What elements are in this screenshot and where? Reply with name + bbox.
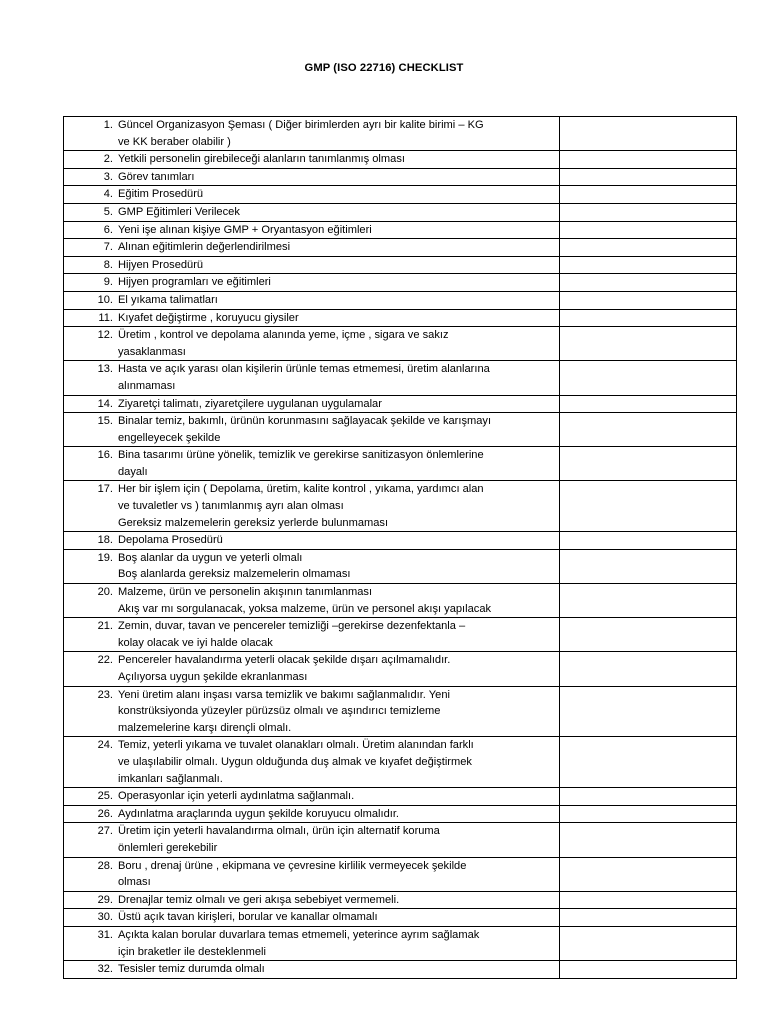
check-cell[interactable]: [560, 652, 737, 686]
checklist-item: [64, 961, 559, 978]
checklist-item: [64, 823, 559, 856]
check-cell[interactable]: [560, 805, 737, 823]
checklist-row: [64, 584, 737, 618]
checklist-item-cell: [64, 805, 560, 823]
check-cell[interactable]: [560, 168, 737, 186]
item-number: 31.: [97, 928, 113, 941]
item-number: 1.: [103, 119, 113, 131]
checklist-row: [64, 186, 737, 204]
checklist-item-cell: [64, 909, 560, 927]
checklist-row: [64, 481, 737, 532]
check-cell[interactable]: [560, 481, 737, 532]
item-number: 4.: [103, 188, 113, 201]
checklist-item-cell: [64, 823, 560, 857]
check-cell[interactable]: [560, 532, 737, 550]
item-text: Binalar temiz, bakımlı, ürünün korunmasını sağlayacak şekilde ve karışmayı engelleyecek şekilde: [118, 415, 492, 444]
item-text: Pencereler havalandırma yeterli olacak şekilde dışarı açılmamalıdır. Açılıyorsa uygun şekilde ekranlanması: [118, 654, 451, 683]
item-text: Üretim , kontrol ve depolama alanında yeme, içme , sigara ve sakız yasaklanması: [118, 329, 449, 358]
check-cell[interactable]: [560, 291, 737, 309]
checklist-row: [64, 447, 737, 481]
checklist-item-cell: [64, 117, 560, 151]
checklist-item-cell: [64, 788, 560, 806]
check-cell[interactable]: [560, 549, 737, 583]
checklist-row: [64, 857, 737, 891]
checklist-row: [64, 221, 737, 239]
checklist-item-cell: [64, 274, 560, 292]
checklist-row: [64, 203, 737, 221]
checklist-row: [64, 909, 737, 927]
item-text: Görev tanımları: [118, 170, 195, 183]
item-text: Tesisler temiz durumda olmalı: [118, 963, 265, 976]
checklist-item-cell: [64, 481, 560, 532]
item-number: 32.: [97, 963, 113, 976]
item-text: Malzeme, ürün ve personelin akışının tanımlanması Akış var mı sorgulanacak, yoksa malzeme, ürün ve personel akışı yapılacak: [118, 586, 492, 615]
checklist-item: [64, 618, 559, 651]
item-text: Yeni işe alınan kişiye GMP + Oryantasyon eğitimleri: [118, 223, 372, 236]
checklist-item: [64, 239, 559, 256]
check-cell[interactable]: [560, 151, 737, 169]
checklist-item: [64, 257, 559, 274]
check-cell[interactable]: [560, 361, 737, 395]
checklist-item: [64, 652, 559, 685]
item-number: 17.: [97, 483, 113, 496]
checklist-item-cell: [64, 327, 560, 361]
check-cell[interactable]: [560, 891, 737, 909]
item-number: 23.: [97, 688, 113, 701]
checklist-item: [64, 310, 559, 327]
checklist-item-cell: [64, 151, 560, 169]
item-number: 25.: [97, 790, 113, 803]
checklist-item-cell: [64, 686, 560, 737]
checklist-item: [64, 361, 559, 394]
checklist-item: [64, 858, 559, 891]
checklist-item: [64, 909, 559, 926]
item-number: 20.: [97, 586, 113, 599]
checklist-item-cell: [64, 395, 560, 413]
item-text: Üstü açık tavan kirişleri, borular ve kanallar olmamalı: [118, 911, 378, 924]
item-number: 8.: [103, 258, 113, 271]
item-text: Temiz, yeterli yıkama ve tuvalet olanakları olmalı. Üretim alanından farklı ve ulaşılabilir olmalı. Uygun olduğunda duş almak ve kıyafet değiştirmek imkanları sağlanmalı.: [118, 739, 474, 785]
item-number: 19.: [97, 551, 113, 564]
item-text: Aydınlatma araçlarında uygun şekilde koruyucu olmalıdır.: [118, 807, 399, 820]
item-text: Kıyafet değiştirme , koruyucu giysiler: [118, 311, 299, 324]
checklist-item-cell: [64, 203, 560, 221]
item-text: Hijyen Prosedürü: [118, 258, 204, 271]
checklist-item: [64, 327, 559, 360]
check-cell[interactable]: [560, 584, 737, 618]
checklist-item: [64, 151, 559, 168]
check-cell[interactable]: [560, 618, 737, 652]
check-cell[interactable]: [560, 221, 737, 239]
item-number: 14.: [97, 397, 113, 410]
checklist-body: [64, 117, 737, 979]
checklist-item-cell: [64, 309, 560, 327]
checklist-item: [64, 892, 559, 909]
checklist-item-cell: [64, 361, 560, 395]
checklist-item-cell: [64, 857, 560, 891]
checklist-item-cell: [64, 926, 560, 960]
checklist-item-cell: [64, 447, 560, 481]
checklist-item: [64, 927, 559, 960]
checklist-item-cell: [64, 221, 560, 239]
checklist-item-cell: [64, 168, 560, 186]
item-text: Bina tasarımı ürüne yönelik, temizlik ve gerekirse sanitizasyon önlemlerine dayalı: [118, 449, 484, 478]
check-cell[interactable]: [560, 327, 737, 361]
check-cell[interactable]: [560, 926, 737, 960]
item-text: Hasta ve açık yarası olan kişilerin ürünle temas etmemesi, üretim alanlarına alınmaması: [118, 363, 490, 392]
item-text: Boru , drenaj ürüne , ekipmana ve çevresine kirlilik vermeyecek şekilde olması: [118, 859, 467, 889]
item-number: 30.: [97, 911, 113, 924]
checklist-row: [64, 788, 737, 806]
checklist-item: [64, 117, 559, 150]
item-text: Drenajlar temiz olmalı ve geri akışa sebebiyet vermemeli.: [118, 893, 400, 906]
checklist-item: [64, 806, 559, 823]
checklist-item-cell: [64, 291, 560, 309]
item-number: 10.: [97, 293, 113, 306]
item-number: 21.: [97, 620, 113, 633]
checklist-row: [64, 652, 737, 686]
item-number: 22.: [97, 654, 113, 667]
checklist-item: [64, 532, 559, 549]
item-number: 5.: [103, 205, 113, 218]
checklist-item: [64, 550, 559, 583]
checklist-row: [64, 168, 737, 186]
checklist-item-cell: [64, 256, 560, 274]
checklist-row: [64, 239, 737, 257]
item-number: 9.: [103, 276, 113, 289]
item-text: Zemin, duvar, tavan ve pencereler temizliği –gerekirse dezenfektanla – kolay olacak ve iyi halde olacak: [118, 620, 466, 649]
check-cell[interactable]: [560, 203, 737, 221]
item-text: Depolama Prosedürü: [118, 534, 223, 547]
item-number: 2.: [103, 153, 113, 166]
check-cell[interactable]: [560, 186, 737, 204]
checklist-row: [64, 291, 737, 309]
item-text: Alınan eğitimlerin değerlendirilmesi: [118, 241, 291, 254]
item-number: 27.: [97, 825, 113, 838]
item-text: Hijyen programları ve eğitimleri: [118, 276, 271, 289]
checklist-item-cell: [64, 961, 560, 979]
check-cell[interactable]: [560, 909, 737, 927]
checklist-row: [64, 532, 737, 550]
item-number: 6.: [103, 223, 113, 236]
check-cell[interactable]: [560, 823, 737, 857]
check-cell[interactable]: [560, 686, 737, 737]
checklist-item: [64, 481, 559, 531]
item-number: 7.: [103, 241, 113, 254]
document-title: GMP (ISO 22716) CHECKLIST: [304, 62, 464, 74]
item-number: 29.: [97, 893, 113, 906]
checklist-item: [64, 687, 559, 737]
checklist-row: [64, 549, 737, 583]
item-number: 3.: [103, 170, 113, 183]
item-number: 15.: [97, 415, 113, 428]
check-cell[interactable]: [560, 274, 737, 292]
item-number: 28.: [97, 859, 113, 872]
checklist-row: [64, 256, 737, 274]
checklist-item-cell: [64, 618, 560, 652]
item-text: Yetkili personelin girebileceği alanların tanımlanmış olması: [118, 153, 405, 166]
checklist-item: [64, 169, 559, 186]
checklist-item: [64, 413, 559, 446]
check-cell[interactable]: [560, 961, 737, 979]
item-number: 13.: [97, 363, 113, 376]
checklist-row: [64, 327, 737, 361]
item-text: GMP Eğitimleri Verilecek: [118, 205, 240, 218]
item-number: 26.: [97, 807, 113, 820]
checklist-item-cell: [64, 737, 560, 788]
checklist-row: [64, 961, 737, 979]
checklist-item: [64, 396, 559, 413]
checklist-row: [64, 737, 737, 788]
checklist-item: [64, 737, 559, 787]
item-text: Yeni üretim alanı inşası varsa temizlik ve bakımı sağlanmalıdır. Yeni konstrüksiyonda yüzeyler pürüzsüz olmalı ve aşındırıcı temizleme malzemelerine karşı dirençli olmalı.: [118, 688, 450, 734]
item-number: 11.: [98, 311, 113, 324]
item-text: Güncel Organizasyon Şeması ( Diğer birimlerden ayrı bir kalite birimi – KG ve KK beraber olabilir ): [118, 119, 484, 148]
item-number: 16.: [97, 449, 113, 462]
item-text: Boş alanlar da uygun ve yeterli olmalı Boş alanlarda gereksiz malzemelerin olmaması: [118, 551, 351, 581]
checklist-item-cell: [64, 413, 560, 447]
checklist-item: [64, 447, 559, 480]
check-cell[interactable]: [560, 117, 737, 151]
checklist-item: [64, 584, 559, 617]
checklist-item: [64, 204, 559, 221]
checklist-item-cell: [64, 652, 560, 686]
checklist-item-cell: [64, 891, 560, 909]
checklist-row: [64, 361, 737, 395]
item-text: El yıkama talimatları: [118, 293, 218, 306]
item-text: Ziyaretçi talimatı, ziyaretçilere uygulanan uygulamalar: [118, 397, 382, 410]
check-cell[interactable]: [560, 309, 737, 327]
checklist-row: [64, 117, 737, 151]
item-number: 12.: [97, 329, 113, 342]
checklist-row: [64, 805, 737, 823]
item-text: Her bir işlem için ( Depolama, üretim, kalite kontrol , yıkama, yardımcı alan ve tuvaletler vs ) tanımlanmış ayrı alan olması Gereksiz malzemelerin gereksiz yerlerde bulunmaması: [118, 483, 484, 529]
check-cell[interactable]: [560, 239, 737, 257]
check-cell[interactable]: [560, 395, 737, 413]
checklist-row: [64, 274, 737, 292]
checklist-row: [64, 891, 737, 909]
checklist-item: [64, 186, 559, 203]
check-cell[interactable]: [560, 256, 737, 274]
check-cell[interactable]: [560, 788, 737, 806]
check-cell[interactable]: [560, 857, 737, 891]
item-text: Operasyonlar için yeterli aydınlatma sağlanmalı.: [118, 790, 355, 803]
check-cell[interactable]: [560, 413, 737, 447]
checklist-item: [64, 274, 559, 291]
checklist-row: [64, 823, 737, 857]
checklist-item-cell: [64, 549, 560, 583]
item-text: Eğitim Prosedürü: [118, 188, 204, 201]
checklist-item-cell: [64, 186, 560, 204]
checklist-item: [64, 292, 559, 309]
checklist-item-cell: [64, 239, 560, 257]
checklist-row: [64, 413, 737, 447]
checklist-row: [64, 926, 737, 960]
checklist-row: [64, 151, 737, 169]
item-number: 18.: [97, 534, 113, 547]
checklist-item: [64, 222, 559, 239]
check-cell[interactable]: [560, 737, 737, 788]
checklist-row: [64, 395, 737, 413]
checklist-item-cell: [64, 584, 560, 618]
item-text: Açıkta kalan borular duvarlara temas etmemeli, yeterince ayrım sağlamak için braketler ile desteklenmeli: [118, 928, 480, 958]
item-number: 24.: [97, 739, 113, 752]
check-cell[interactable]: [560, 447, 737, 481]
item-text: Üretim için yeterli havalandırma olmalı, ürün için alternatif koruma önlemleri gerekebilir: [118, 825, 440, 854]
checklist-row: [64, 686, 737, 737]
checklist-item-cell: [64, 532, 560, 550]
checklist-row: [64, 618, 737, 652]
checklist-item: [64, 788, 559, 805]
checklist-row: [64, 309, 737, 327]
checklist-table: [63, 116, 737, 979]
